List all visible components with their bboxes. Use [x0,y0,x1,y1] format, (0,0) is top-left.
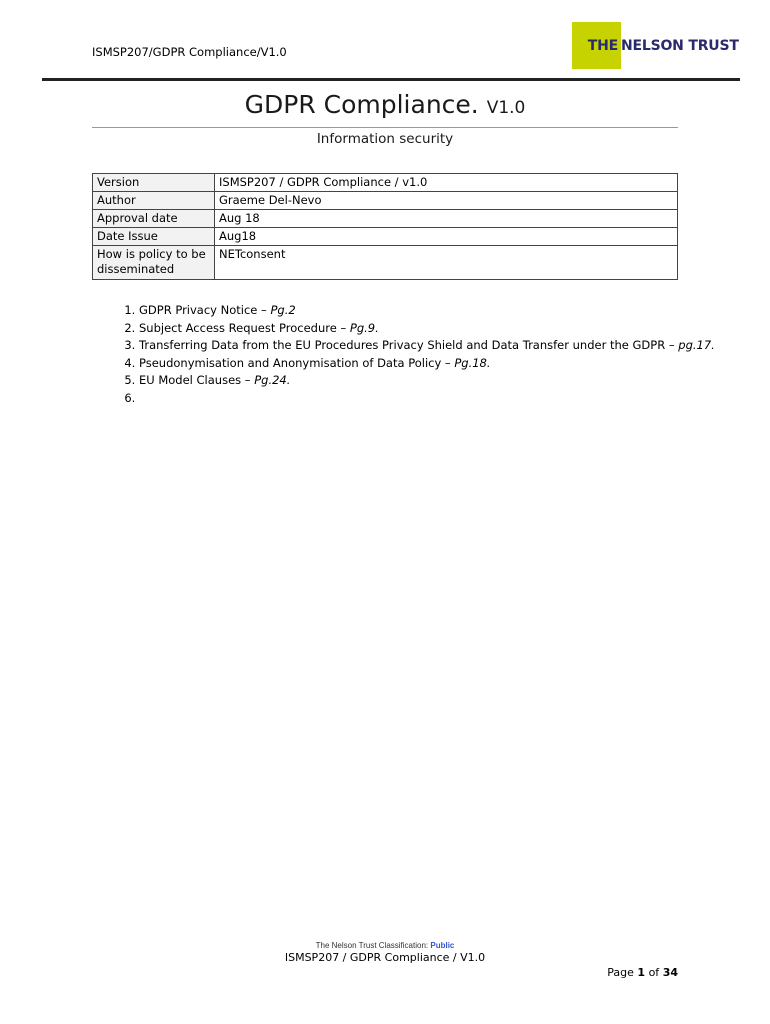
table-row [93,192,678,210]
page-prefix: Page [607,966,634,979]
table-row [93,174,678,192]
table-row [93,228,678,246]
title-main: GDPR Compliance. [244,90,479,119]
table-row [93,210,678,228]
table-key: Version [93,174,215,192]
table-value: ISMSP207 / GDPR Compliance / v1.0 [215,174,678,192]
page-number [607,966,678,979]
logo-accent-block [572,22,621,69]
toc-page-ref: Pg.2 [270,303,296,317]
contents-list [92,302,729,407]
list-item [139,337,729,355]
list-item [139,302,729,320]
footer-doc-ref: ISMSP207 / GDPR Compliance / V1.0 [284,951,486,964]
toc-item-text: Transferring Data from the EU Procedures Privacy Shield and Data Transfer under the GDPR – [139,338,679,352]
table-row [93,246,678,280]
toc-item-text: Pseudonymisation and Anonymisation of Data Policy – [139,355,455,370]
list-item [139,372,729,390]
title-version: V1.0 [486,98,526,118]
page-current: 1 [637,966,646,979]
classification-line [0,941,770,950]
logo-text-the: THE [587,37,618,54]
table-key: Date Issue [93,228,215,246]
table-key: Author [93,192,215,210]
page-subtitle: Information security [316,131,454,147]
classification-label: The Nelson Trust Classification: [315,941,429,950]
toc-page-ref: pg.17. [678,338,715,352]
header-doc-ref: ISMSP207/GDPR Compliance/V1.0 [92,45,287,59]
toc-page-ref: Pg.24. [254,373,291,387]
list-item [139,320,729,338]
classification-value: Public [430,941,455,950]
table-value: Aug18 [215,228,678,246]
page-title [92,90,678,119]
toc-item-text: GDPR Privacy Notice – [139,303,271,317]
table-value: Graeme Del-Nevo [215,192,678,210]
document-info-table [92,173,678,280]
table-key: Approval date [93,210,215,228]
title-divider [92,127,678,128]
toc-item-text: EU Model Clauses – [139,373,255,387]
list-item [139,390,729,408]
list-item [139,355,729,373]
toc-page-ref: Pg.9. [349,320,379,335]
page-total: 34 [662,966,678,979]
table-value: NETconsent [215,246,678,280]
header-divider [42,78,740,81]
logo-text-name: NELSON TRUST [621,37,739,54]
nelson-trust-logo [572,22,739,69]
table-key: How is policy to be disseminated [93,246,215,280]
table-value: Aug 18 [215,210,678,228]
toc-item-text: Subject Access Request Procedure – [139,320,350,335]
page-of: of [648,966,660,979]
toc-page-ref: Pg.18. [454,355,491,370]
